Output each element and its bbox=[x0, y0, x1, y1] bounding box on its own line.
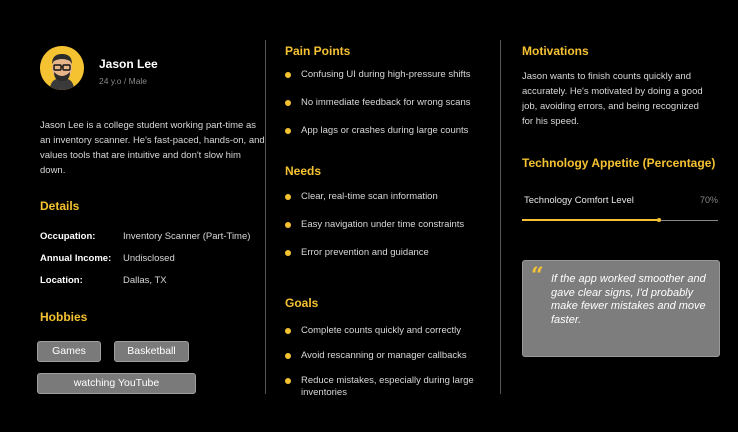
profile-name: Jason Lee bbox=[99, 57, 158, 71]
tech-label: Technology Comfort Level bbox=[524, 195, 634, 206]
motivations-text: Jason wants to finish counts quickly and accurately. He's motivated by doing a good job, avoiding errors, and being recognized for his speed. bbox=[522, 71, 703, 127]
list-item-text: Avoid rescanning or manager callbacks bbox=[301, 350, 467, 361]
column-divider-left bbox=[265, 40, 266, 394]
location-label: Location: bbox=[40, 275, 83, 286]
list-item-text: No immediate feedback for wrong scans bbox=[301, 97, 471, 108]
list-item bbox=[285, 325, 480, 337]
avatar bbox=[40, 46, 84, 90]
goals-list bbox=[285, 325, 480, 399]
list-item bbox=[285, 125, 485, 137]
quote-mark-icon: “ bbox=[531, 263, 544, 289]
profile-bio: Jason Lee is a college student working part-time as an inventory scanner. He's fast-paced, hands-on, and values tools that are intuitive and don't slow him down. bbox=[40, 120, 265, 176]
column-divider-right bbox=[500, 40, 501, 394]
bullet-dot-icon bbox=[285, 328, 291, 334]
hobby-chip-youtube: watching YouTube bbox=[37, 373, 196, 394]
tech-comfort-bar-fill bbox=[522, 219, 659, 221]
income-label: Annual Income: bbox=[40, 253, 112, 264]
pain-points-list bbox=[285, 69, 485, 137]
occupation-value: Inventory Scanner (Part-Time) bbox=[123, 231, 251, 242]
list-item-text: Complete counts quickly and correctly bbox=[301, 325, 461, 336]
bullet-dot-icon bbox=[285, 128, 291, 134]
list-item-text: Easy navigation under time constraints bbox=[301, 219, 465, 230]
list-item-text: Clear, real-time scan information bbox=[301, 191, 438, 202]
list-item bbox=[285, 219, 485, 231]
tech-heading: Technology Appetite (Percentage) bbox=[522, 156, 716, 170]
hobby-chip-basketball: Basketball bbox=[114, 341, 189, 362]
bullet-dot-icon bbox=[285, 100, 291, 106]
quote-text: If the app worked smoother and gave clear signs, I'd probably make fewer mistakes and move faster. bbox=[551, 273, 706, 326]
list-item bbox=[285, 350, 480, 362]
occupation-label: Occupation: bbox=[40, 231, 96, 242]
list-item bbox=[285, 191, 485, 203]
list-item-text: Confusing UI during high-pressure shifts bbox=[301, 69, 471, 80]
bullet-dot-icon bbox=[285, 250, 291, 256]
needs-heading: Needs bbox=[285, 164, 322, 178]
bullet-dot-icon bbox=[285, 378, 291, 384]
list-item-text: App lags or crashes during large counts bbox=[301, 125, 469, 136]
list-item bbox=[285, 97, 485, 109]
details-heading: Details bbox=[40, 199, 80, 213]
bullet-dot-icon bbox=[285, 72, 291, 78]
income-value: Undisclosed bbox=[123, 253, 175, 264]
motivations-heading: Motivations bbox=[522, 44, 589, 58]
list-item-text: Reduce mistakes, especially during large inventories bbox=[301, 375, 474, 398]
pain-points-heading: Pain Points bbox=[285, 44, 351, 58]
profile-subtitle: 24 y.o / Male bbox=[99, 76, 148, 86]
list-item-text: Error prevention and guidance bbox=[301, 247, 429, 258]
bullet-dot-icon bbox=[285, 222, 291, 228]
location-value: Dallas, TX bbox=[123, 275, 167, 286]
bullet-dot-icon bbox=[285, 194, 291, 200]
goals-heading: Goals bbox=[285, 296, 319, 310]
list-item bbox=[285, 69, 485, 81]
list-item bbox=[285, 247, 485, 259]
tech-comfort-bar-marker bbox=[657, 218, 661, 222]
quote-card bbox=[522, 260, 720, 357]
avatar-illustration-icon bbox=[40, 46, 84, 90]
hobby-chip-games: Games bbox=[37, 341, 101, 362]
tech-comfort-bar bbox=[522, 220, 718, 221]
list-item bbox=[285, 375, 480, 399]
tech-value: 70% bbox=[699, 195, 718, 205]
bullet-dot-icon bbox=[285, 353, 291, 359]
needs-list bbox=[285, 191, 485, 259]
hobbies-heading: Hobbies bbox=[40, 310, 88, 324]
